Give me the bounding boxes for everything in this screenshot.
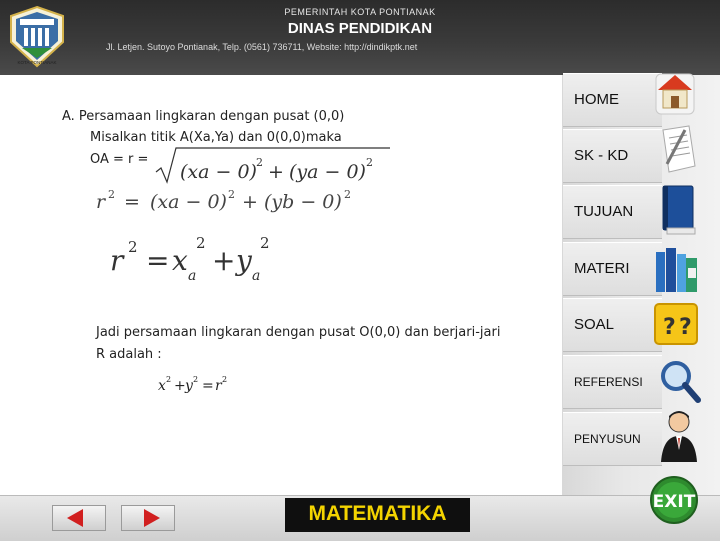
circle-equation-final (156, 370, 246, 398)
nav-referensi-button[interactable] (563, 355, 662, 409)
svg-text:2: 2 (256, 156, 263, 169)
svg-text:y: y (185, 378, 193, 394)
item-a-heading: A. Persamaan lingkaran dengan pusat (0,0) (62, 109, 345, 124)
header-title: DINAS PENDIDIKAN (287, 20, 433, 37)
svg-text:+: + (174, 378, 186, 394)
svg-text:r: r (215, 378, 222, 394)
svg-text:?: ? (663, 315, 676, 340)
magnifier-icon[interactable] (656, 356, 702, 408)
point-definition-text: Misalkan titik A(Xa,Ya) dan 0(0,0)maka (90, 130, 342, 145)
nav-soal-label: SOAL (574, 316, 615, 333)
svg-text:x: x (158, 378, 166, 394)
circle-equation-subscript (108, 232, 288, 288)
svg-text:a: a (252, 268, 261, 284)
nav-materi-label: MATERI (574, 260, 630, 277)
subject-title (285, 498, 470, 532)
nav-materi-button[interactable] (563, 242, 662, 296)
svg-text:(xa − 0): (xa − 0) (180, 161, 257, 183)
svg-text:2: 2 (166, 375, 172, 384)
svg-text:2: 2 (344, 188, 351, 201)
nav-tujuan-button[interactable] (563, 185, 662, 239)
svg-text:2: 2 (366, 156, 373, 169)
svg-text:=: = (202, 378, 214, 394)
svg-text:r: r (110, 244, 124, 277)
person-icon[interactable] (657, 408, 701, 464)
svg-text:(yb − 0): (yb − 0) (264, 191, 342, 213)
svg-text:2: 2 (108, 188, 115, 201)
svg-text:2: 2 (196, 234, 206, 252)
oa-equals-label: OA = r = (90, 152, 149, 167)
svg-text:2: 2 (222, 375, 228, 384)
svg-text:EXIT: EXIT (652, 492, 696, 512)
header-subtitle: PEMERINTAH KOTA PONTIANAK (284, 7, 436, 17)
svg-text:2: 2 (193, 375, 199, 384)
conclusion-text: Jadi persamaan lingkaran dengan pusat O(0,0) dan berjari-jari (96, 325, 501, 340)
home-icon[interactable] (652, 66, 698, 116)
svg-text:KOTA PONTIANAK: KOTA PONTIANAK (17, 60, 57, 65)
conclusion-text-continued: R adalah : (96, 347, 162, 362)
svg-text:r: r (96, 191, 106, 213)
svg-text:y: y (236, 244, 252, 277)
svg-text:2: 2 (128, 238, 138, 256)
svg-text:=: = (146, 244, 170, 277)
nav-home-button[interactable] (563, 73, 662, 127)
svg-text:a: a (188, 268, 197, 284)
nav-tujuan-label: TUJUAN (574, 203, 634, 220)
distance-formula (154, 144, 392, 186)
books-icon[interactable] (652, 244, 702, 296)
nav-sk-kd-label: SK - KD (574, 147, 629, 164)
svg-text:?: ? (679, 315, 692, 340)
subject-title-text: MATEMATIKA (308, 502, 447, 525)
next-slide-button[interactable] (121, 505, 175, 531)
previous-slide-button[interactable] (52, 505, 106, 531)
nav-home-label: HOME (574, 91, 619, 108)
nav-penyusun-button[interactable] (563, 412, 662, 466)
nav-penyusun-label: PENYUSUN (574, 432, 641, 446)
squared-distance-formula (94, 186, 394, 216)
svg-text:2: 2 (260, 234, 270, 252)
nav-sk-kd-button[interactable] (563, 129, 662, 183)
header-address: Jl. Letjen. Sutoyo Pontianak, Telp. (0561) 736711, Website: http://dindikptk.net (106, 42, 418, 52)
svg-text:2: 2 (228, 188, 235, 201)
svg-text:x: x (172, 244, 188, 277)
question-icon[interactable] (651, 298, 701, 350)
document-icon[interactable] (655, 124, 699, 176)
svg-text:(ya − 0): (ya − 0) (289, 161, 366, 183)
book-icon[interactable] (657, 182, 699, 238)
svg-text:+: + (242, 191, 258, 213)
previous-arrow-icon (53, 506, 105, 530)
svg-text:=: = (124, 191, 140, 213)
next-arrow-icon (122, 506, 174, 530)
nav-referensi-label: REFERENSI (574, 375, 643, 389)
exit-button[interactable] (643, 474, 705, 526)
svg-text:+: + (212, 244, 236, 277)
header-banner (0, 0, 720, 75)
svg-text:+: + (268, 161, 284, 183)
svg-text:(xa − 0): (xa − 0) (150, 191, 227, 213)
nav-soal-button[interactable] (563, 298, 662, 352)
